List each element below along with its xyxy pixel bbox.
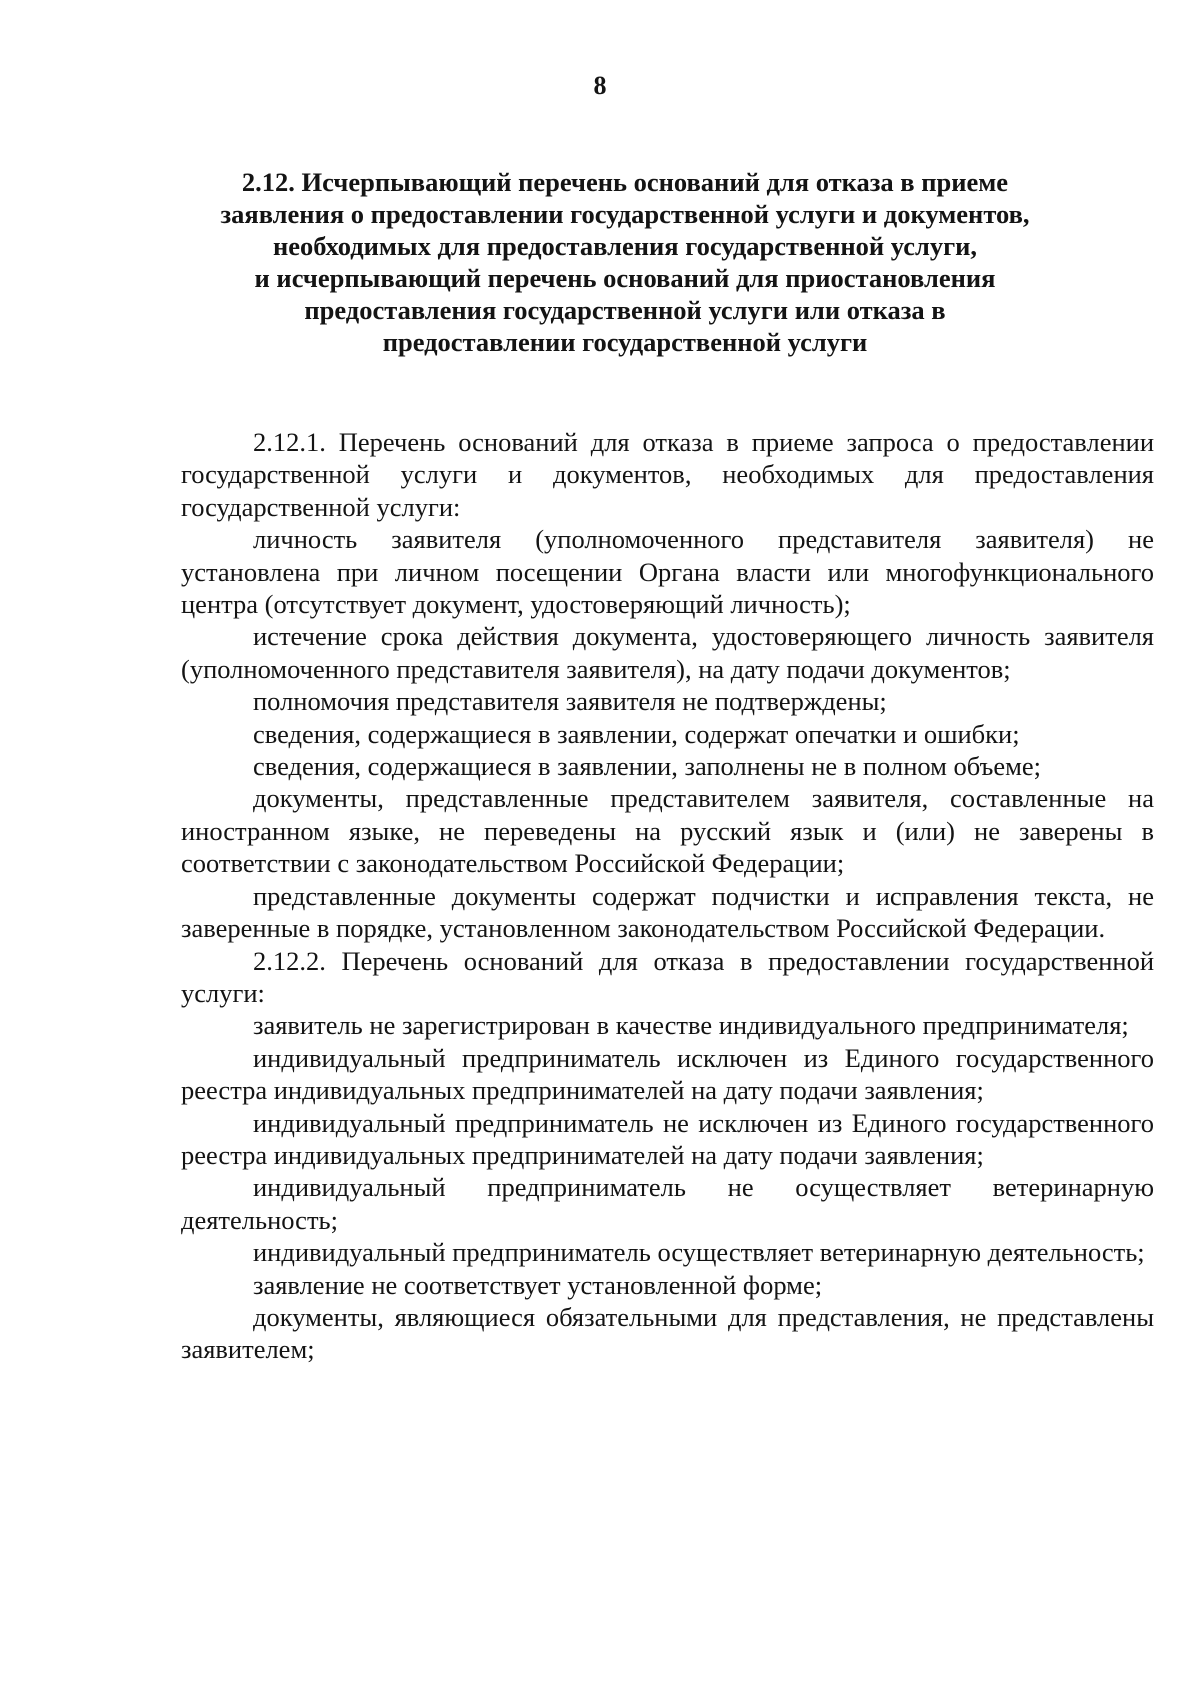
page-number: 8	[593, 71, 607, 100]
section-heading-line: 2.12. Исчерпывающий перечень оснований для отказа в приеме	[241, 167, 1009, 197]
section-heading-line: и исчерпывающий перечень оснований для приостановления	[254, 263, 996, 293]
section-heading-line: заявления о предоставлении государственной услуги и документов,	[220, 199, 1030, 229]
list-item-paragraph: индивидуальный предприниматель не исключен из Единого государственного реестра индивидуальных предпринимателей на дату подачи заявления;	[181, 1107, 1154, 1170]
section-heading	[190, 166, 1060, 358]
section-heading-line: предоставлении государственной услуги	[382, 327, 868, 357]
list-item-paragraph: сведения, содержащиеся в заявлении, содержат опечатки и ошибки;	[253, 718, 1020, 749]
list-item-paragraph: личность заявителя (уполномоченного представителя заявителя) не установлена при личном посещении Органа власти или многофункционального центра (отсутствует документ, удостоверяющий личность);	[181, 524, 1154, 620]
list-item-paragraph: представленные документы содержат подчистки и исправления текста, не заверенные в порядке, установленном законодательством Российской Федерации.	[181, 880, 1154, 944]
list-item-paragraph: сведения, содержащиеся в заявлении, заполнены не в полном объеме;	[253, 751, 1041, 782]
list-item-paragraph: истечение срока действия документа, удостоверяющего личность заявителя (уполномоченного представителя заявителя), на дату подачи документов;	[181, 621, 1154, 684]
list-item-paragraph: документы, представленные представителем заявителя, составленные на иностранном языке, не переведены на русский язык и (или) не заверены в соответствии с законодательством Российской Федерации;	[181, 783, 1154, 879]
list-item-paragraph: индивидуальный предприниматель исключен из Единого государственного реестра индивидуальных предпринимателей на дату подачи заявления;	[181, 1042, 1154, 1106]
list-item-paragraph: документы, являющиеся обязательными для представления, не представлены заявителем;	[181, 1301, 1154, 1365]
list-item-paragraph: индивидуальный предприниматель не осуществляет ветеринарную деятельность;	[181, 1172, 1154, 1235]
section-heading-line: необходимых для предоставления государственной услуги,	[272, 231, 978, 261]
list-item-paragraph: заявитель не зарегистрирован в качестве индивидуального предпринимателя;	[253, 1010, 1129, 1041]
subsection-2-12-1-intro: 2.12.1. Перечень оснований для отказа в приеме запроса о предоставлении государственной услуги и документов, необходимых для предоставления государственной услуги:	[181, 427, 1154, 522]
subsection-2-12-2-intro: 2.12.2. Перечень оснований для отказа в предоставлении государственной услуги:	[181, 945, 1154, 1008]
document-body	[181, 426, 1154, 1366]
section-heading-line: предоставления государственной услуги или отказа в	[304, 295, 946, 325]
list-item-paragraph: заявление не соответствует установленной форме;	[253, 1269, 823, 1300]
list-item-paragraph: полномочия представителя заявителя не подтверждены;	[253, 686, 887, 717]
list-item-paragraph: индивидуальный предприниматель осуществляет ветеринарную деятельность;	[253, 1237, 1145, 1268]
